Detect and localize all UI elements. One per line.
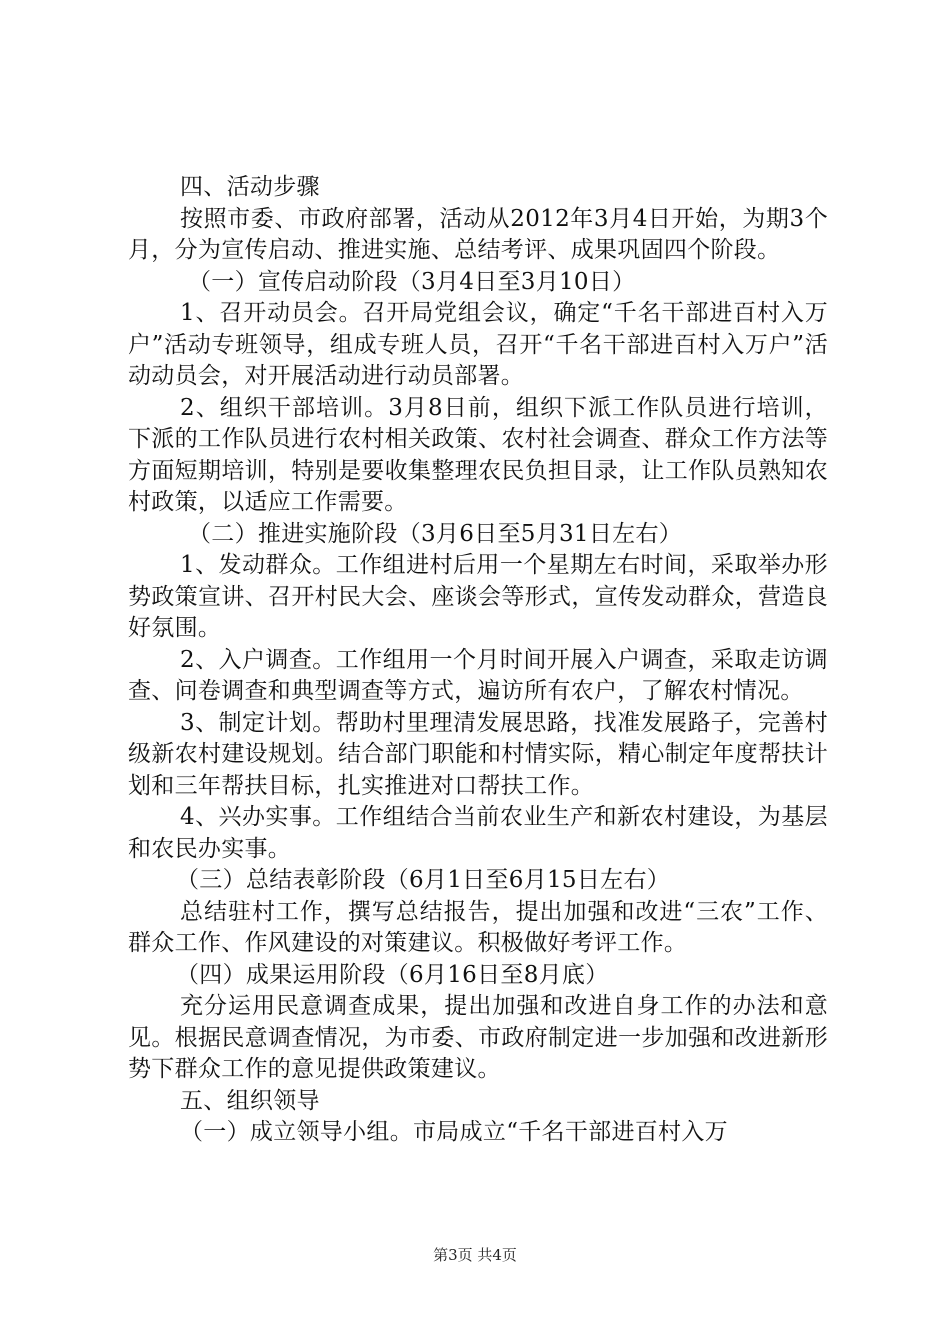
paragraph: （一）成立领导小组。市局成立“千名干部进百村入万 [180, 1119, 728, 1145]
page-footer: 第3页 共4页 [433, 1246, 517, 1264]
paragraph: 充分运用民意调查成果，提出加强和改进自身工作的办法和意见。根据民意调查情况，为市委、市政府制定进一步加强和改进新形势下群众工作的意见提供政策建议。 [128, 993, 828, 1082]
paragraph: 2、入户调查。工作组用一个月时间开展入户调查，采取走访调查、问卷调查和典型调查等方式，遍访所有农户，了解农村情况。 [128, 646, 828, 704]
paragraph: 五、组织领导 [180, 1087, 320, 1114]
paragraph: （二）推进实施阶段（3月6日至5月31日左右） [188, 520, 683, 547]
paragraph: 3、制定计划。帮助村里理清发展思路，找准发展路子，完善村级新农村建设规划。结合部门职能和村情实际，精心制定年度帮扶计划和三年帮扶目标，扎实推进对口帮扶工作。 [128, 709, 828, 799]
paragraph: 按照市委、市政府部署，活动从2012年3月4日开始，为期3个月，分为宣传启动、推进实施、总结考评、成果巩固四个阶段。 [128, 205, 828, 263]
paragraph: （一）宣传启动阶段（3月4日至3月10日） [188, 268, 636, 295]
paragraph: 1、发动群众。工作组进村后用一个星期左右时间，采取举办形势政策宣讲、召开村民大会、座谈会等形式，宣传发动群众，营造良好氛围。 [128, 552, 828, 641]
paragraph: 总结驻村工作，撰写总结报告，提出加强和改进“三农”工作、群众工作、作风建设的对策建议。积极做好考评工作。 [128, 898, 828, 956]
paragraph: （三）总结表彰阶段（6月1日至6月15日左右） [176, 867, 671, 893]
paragraph: 2、组织干部培训。3月8日前，组织下派工作队员进行培训，下派的工作队员进行农村相关政策、农村社会调查、群众工作方法等方面短期培训，特别是要收集整理农民负担目录，让工作队员熟知农村政策，以适应工作需要。 [128, 394, 828, 515]
paragraph: 4、兴办实事。工作组结合当前农业生产和新农村建设，为基层和农民办实事。 [128, 804, 828, 862]
paragraph: （四）成果运用阶段（6月16日至8月底） [176, 961, 609, 988]
paragraph: 1、召开动员会。召开局党组会议，确定“千名干部进百村入万户”活动专班领导，组成专班人员，召开“千名干部进百村入万户”活动动员会，对开展活动进行动员部署。 [128, 300, 828, 389]
document-body [128, 172, 828, 1149]
paragraph: 四、活动步骤 [180, 174, 320, 200]
